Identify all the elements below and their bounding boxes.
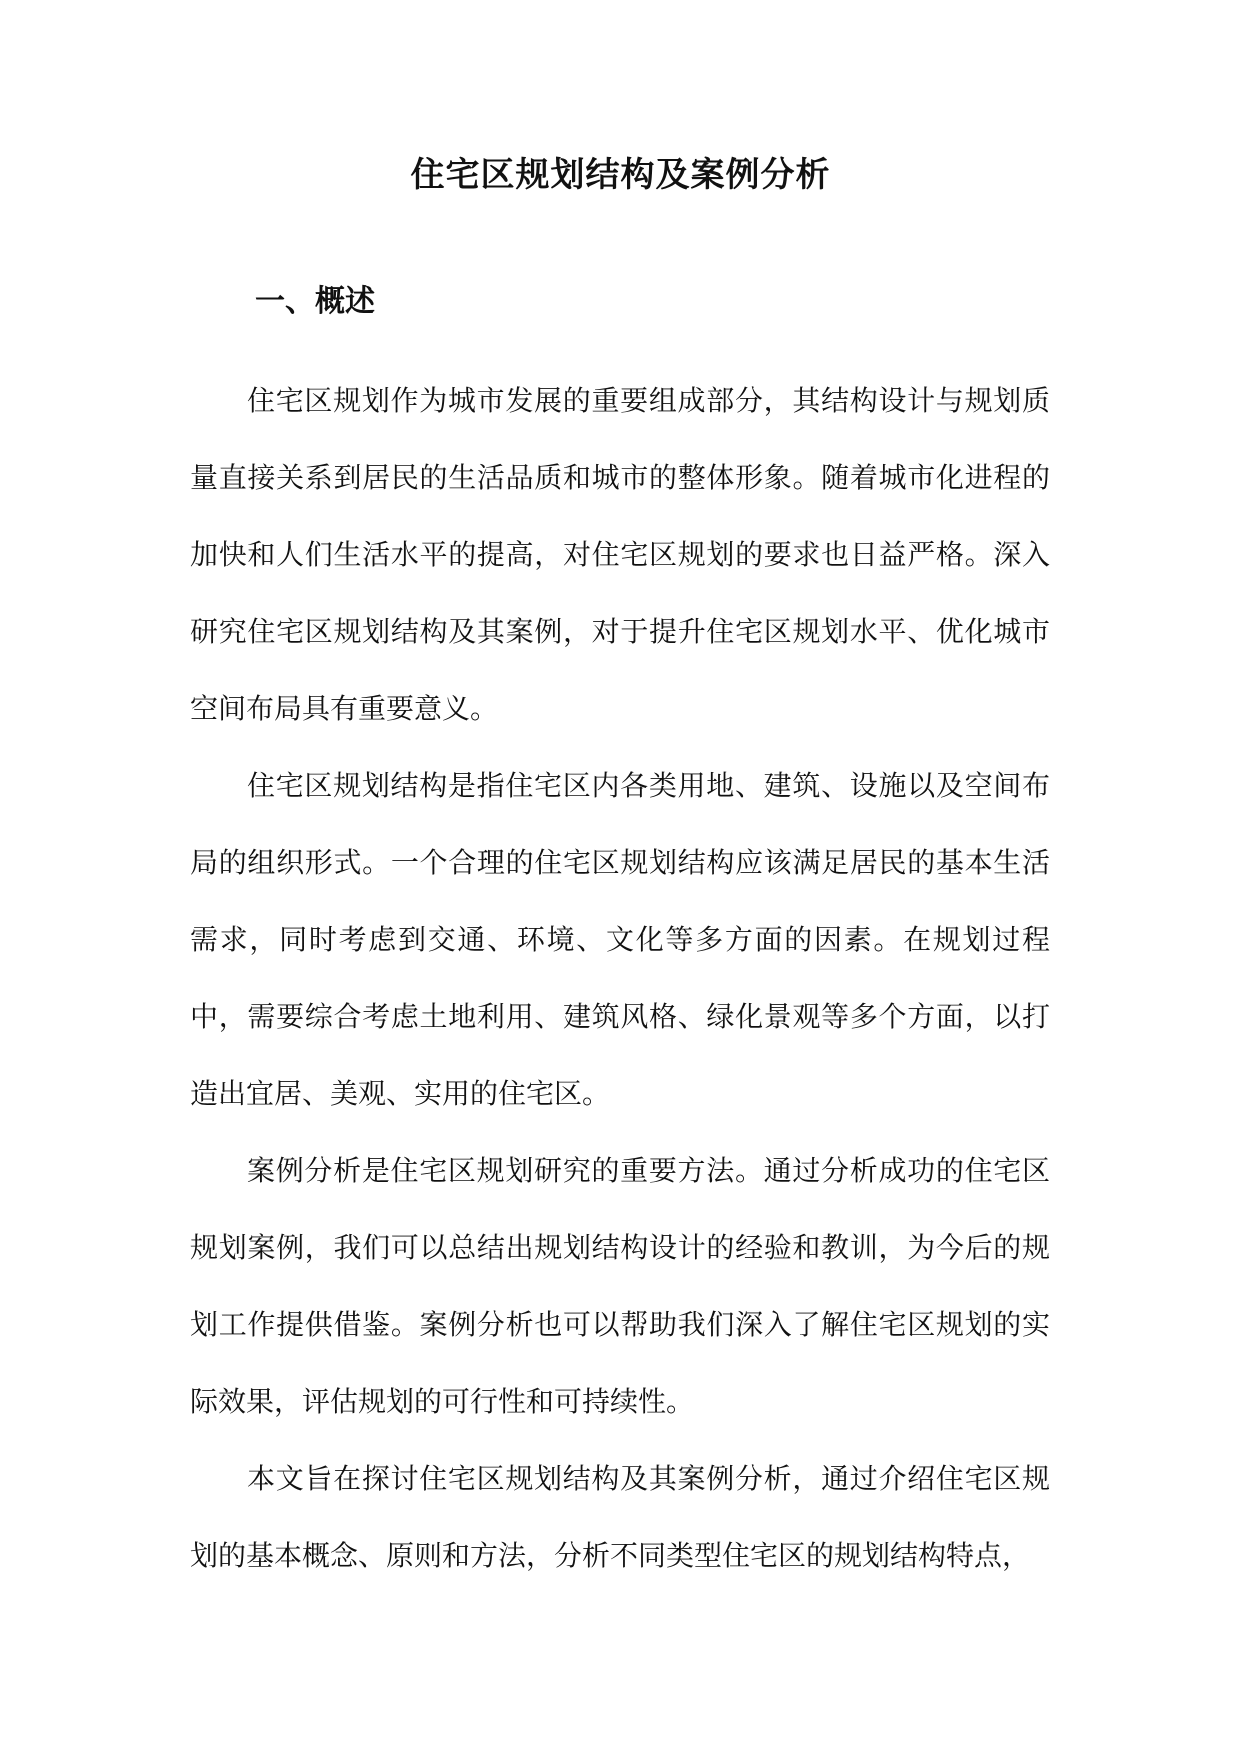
body-text bbox=[190, 362, 1050, 1594]
document-title: 住宅区规划结构及案例分析 bbox=[410, 155, 831, 195]
paragraph: 住宅区规划作为城市发展的重要组成部分，其结构设计与规划质量直接关系到居民的生活品质和城市的整体形象。随着城市化进程的加快和人们生活水平的提高，对住宅区规划的要求也日益严格。深入研究住宅区规划结构及其案例，对于提升住宅区规划水平、优化城市空间布局具有重要意义。 bbox=[190, 384, 1050, 725]
paragraph: 住宅区规划结构是指住宅区内各类用地、建筑、设施以及空间布局的组织形式。一个合理的住宅区规划结构应该满足居民的基本生活需求，同时考虑到交通、环境、文化等多方面的因素。在规划过程中，需要综合考虑土地利用、建筑风格、绿化景观等多个方面，以打造出宜居、美观、实用的住宅区。 bbox=[190, 769, 1050, 1110]
paragraph: 本文旨在探讨住宅区规划结构及其案例分析，通过介绍住宅区规划的基本概念、原则和方法，分析不同类型住宅区的规划结构特点， bbox=[190, 1462, 1050, 1572]
section-heading: 一、概述 bbox=[255, 284, 375, 319]
paragraph: 案例分析是住宅区规划研究的重要方法。通过分析成功的住宅区规划案例，我们可以总结出规划结构设计的经验和教训，为今后的规划工作提供借鉴。案例分析也可以帮助我们深入了解住宅区规划的实际效果，评估规划的可行性和可持续性。 bbox=[190, 1154, 1050, 1418]
